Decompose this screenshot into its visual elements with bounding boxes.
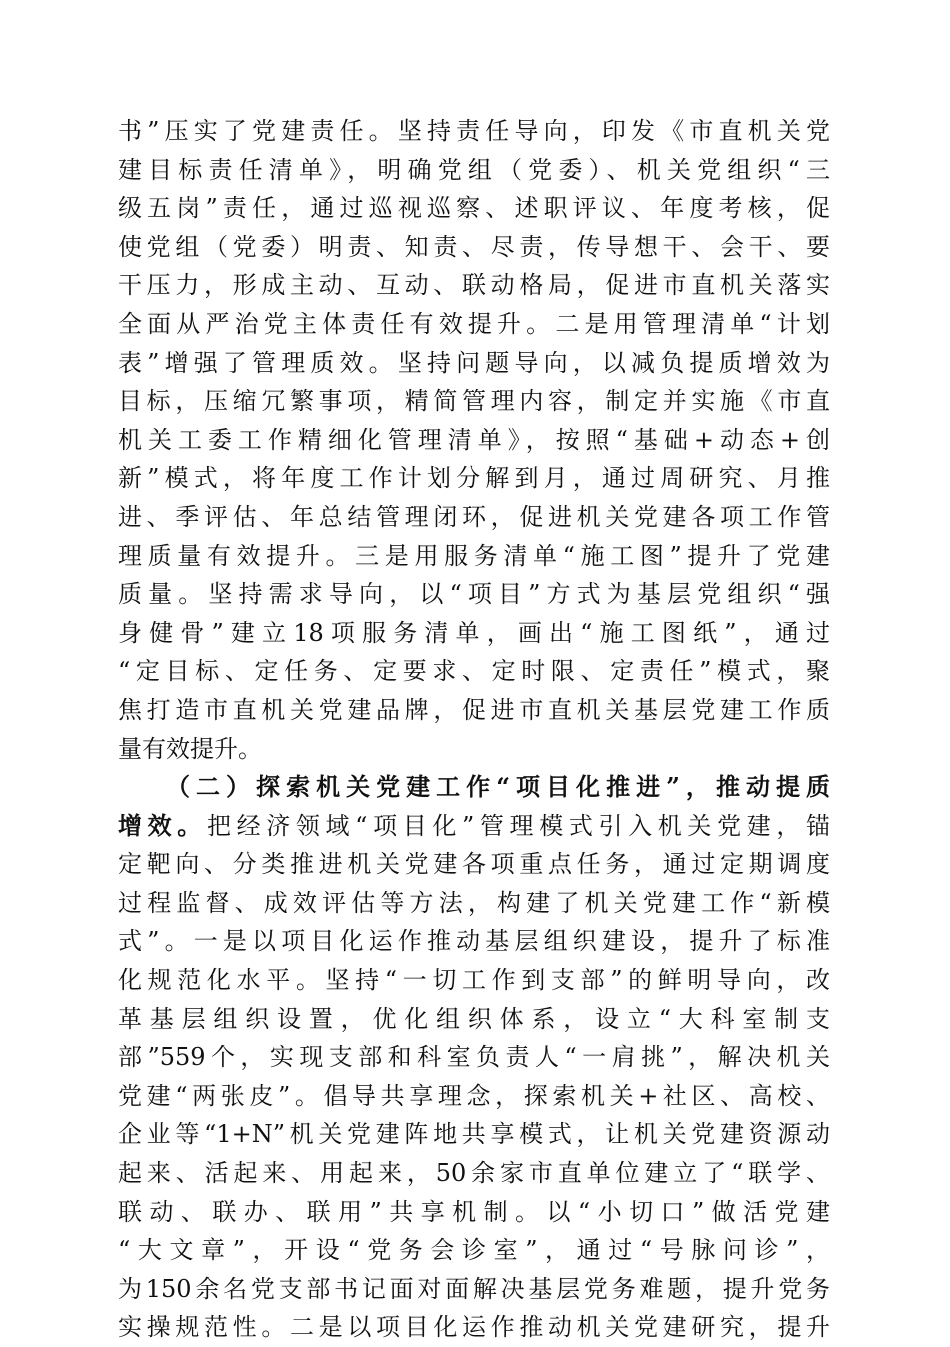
text-line: “大文章”，开设“党务会诊室”，通过“号脉问诊”， (118, 1236, 830, 1265)
text-line: “定目标、定任务、定要求、定时限、定责任”模式，聚 (118, 657, 830, 686)
text-line: 级五岗”责任，通过巡视巡察、述职评议、年度考核，促 (118, 194, 830, 223)
text-line: 起来、活起来、用起来，50余家市直单位建立了“联学、 (118, 1159, 830, 1188)
text-line-rest: 把经济领域“项目化”管理模式引入机关党建，锚 (206, 811, 830, 840)
text-line: 式”。一是以项目化运作推动基层组织建设，提升了标准 (118, 927, 830, 956)
text-line: 质量。坚持需求导向，以“项目”方式为基层党组织“强 (118, 580, 830, 609)
section-heading-end: 增效。 (118, 810, 207, 840)
text-line: 进、季评估、年总结管理闭环，促进机关党建各项工作管 (118, 502, 830, 531)
text-line: 定靶向、分类推进机关党建各项重点任务，通过定期调度 (118, 850, 830, 879)
text-line: 化规范化水平。坚持“一切工作到支部”的鲜明导向，改 (118, 966, 830, 995)
text-line: 实操规范性。二是以项目化运作推动机关党建研究，提升 (118, 1313, 830, 1342)
text-line: 革基层组织设置，优化组织体系，设立“大科室制支 (118, 1004, 830, 1033)
text-line: 使党组（党委）明责、知责、尽责，传导想干、会干、要 (118, 232, 830, 261)
body-text (118, 112, 830, 1347)
text-line: 身健骨”建立18项服务清单，画出“施工图纸”，通过 (118, 618, 830, 647)
text-line: 部”559个，实现支部和科室负责人“一肩挑”，解决机关 (118, 1043, 830, 1072)
text-line: 为150余名党支部书记面对面解决基层党务难题，提升党务 (118, 1274, 830, 1303)
text-line: 过程监督、成效评估等方法，构建了机关党建工作“新模 (118, 888, 830, 917)
text-line: 表”增强了管理质效。坚持问题导向，以减负提质增效为 (118, 348, 830, 377)
text-line: 干压力，形成主动、互动、联动格局，促进市直机关落实 (118, 271, 830, 300)
text-line: 机关工委工作精细化管理清单》，按照“基础+动态+创 (118, 425, 830, 454)
text-line: 全面从严治党主体责任有效提升。二是用管理清单“计划 (118, 309, 830, 338)
text-line: 企业等“1+N”机关党建阵地共享模式，让机关党建资源动 (118, 1120, 830, 1149)
section-heading: （二）探索机关党建工作“项目化推进”，推动提质 (166, 772, 830, 802)
text-line: 书”压实了党建责任。坚持责任导向，印发《市直机关党 (118, 117, 830, 145)
text-line: 焦打造市直机关党建品牌，促进市直机关基层党建工作质 (118, 695, 830, 724)
text-line: 党建“两张皮”。倡导共享理念，探索机关+社区、高校、 (118, 1081, 830, 1110)
text-line: 理质量有效提升。三是用服务清单“施工图”提升了党建 (118, 541, 830, 570)
text-line: 联动、联办、联用”共享机制。以“小切口”做活党建 (118, 1197, 830, 1226)
text-line (118, 807, 830, 846)
text-line: 量有效提升。 (118, 734, 262, 763)
text-line: 建目标责任清单》，明确党组（党委）、机关党组织“三 (118, 155, 830, 184)
text-line: 目标，压缩冗繁事项，精简管理内容，制定并实施《市直 (118, 387, 830, 416)
text-line: 新”模式，将年度工作计划分解到月，通过周研究、月推 (118, 464, 830, 493)
